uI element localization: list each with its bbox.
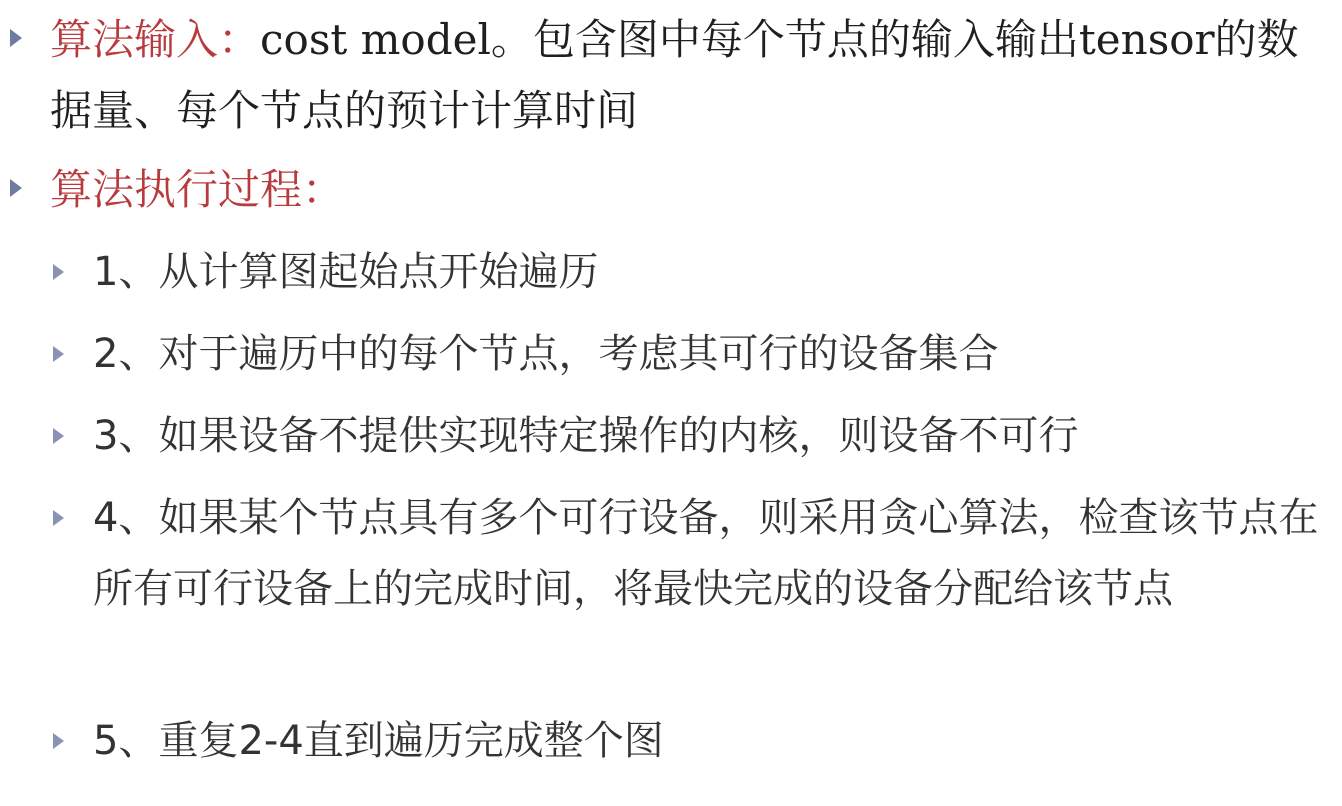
algorithm-process-label: 算法执行过程： bbox=[50, 165, 345, 214]
sub-bullet-arrow-icon bbox=[53, 510, 64, 526]
step-5: 5、重复2-4直到遍历完成整个图 bbox=[93, 718, 664, 764]
step-2: 2、对于遍历中的每个节点，考虑其可行的设备集合 bbox=[93, 331, 999, 377]
bullet-algorithm-process bbox=[50, 154, 1330, 225]
input-description-part2: 的数据量、每个节点的预计计算时间 bbox=[50, 15, 1299, 135]
bullet-algorithm-input bbox=[50, 4, 1330, 146]
sub-bullet-arrow-icon bbox=[53, 264, 64, 280]
sub-bullet-arrow-icon bbox=[53, 346, 64, 362]
step-4: 4、如果某个节点具有多个可行设备，则采用贪心算法，检查该节点在所有可行设备上的完成时间，将最快完成的设备分配给该节点 bbox=[93, 495, 1319, 612]
step-1: 1、从计算图起始点开始遍历 bbox=[93, 249, 599, 295]
input-description-part1: 。包含图中每个节点的输入输出 bbox=[490, 15, 1079, 64]
sub-bullet-arrow-icon bbox=[53, 733, 64, 749]
algorithm-input-label: 算法输入： bbox=[50, 15, 261, 64]
sub-bullet-arrow-icon bbox=[53, 428, 64, 444]
step-3: 3、如果设备不提供实现特定操作的内核，则设备不可行 bbox=[93, 413, 1079, 459]
tensor-text: tensor bbox=[1078, 15, 1215, 64]
bullet-arrow-icon bbox=[10, 179, 22, 197]
bullet-arrow-icon bbox=[10, 29, 22, 47]
cost-model-text: cost model bbox=[260, 15, 491, 64]
